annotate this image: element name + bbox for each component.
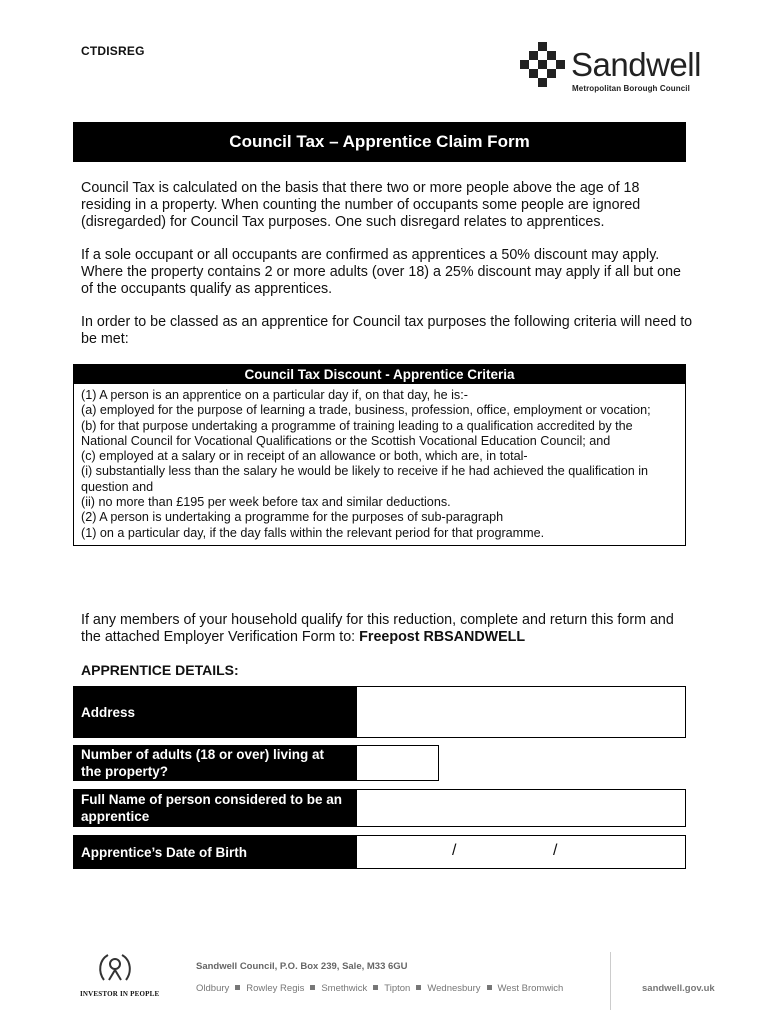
criteria-list (74, 384, 685, 545)
square-bullet-icon (487, 985, 492, 990)
apprentice-name-label: Full Name of person considered to be an apprentice (73, 789, 356, 827)
freepost-address: Freepost RBSANDWELL (359, 629, 526, 645)
form-title: Council Tax – Apprentice Claim Form (73, 122, 686, 162)
square-bullet-icon (310, 985, 315, 990)
logo-name: Sandwell (571, 46, 701, 83)
address-field[interactable] (356, 686, 686, 738)
intro-paragraph-3: In order to be classed as an apprentice for Council tax purposes the following criteria will need to be met: (81, 314, 693, 347)
investor-in-people-icon (96, 950, 134, 988)
details-heading: APPRENTICE DETAILS: (81, 662, 239, 678)
footer-website[interactable]: sandwell.gov.uk (642, 983, 715, 994)
adults-count-field[interactable] (356, 745, 439, 781)
name-row (73, 789, 686, 827)
criteria-line: (2) A person is undertaking a programme for the purposes of sub-paragraph (81, 510, 504, 525)
address-row (73, 686, 686, 738)
town: Tipton (384, 983, 411, 994)
criteria-line: (1) on a particular day, if the day falls within the relevant period for that programme. (81, 525, 545, 540)
intro-paragraph-2: If a sole occupant or all occupants are confirmed as apprentices a 50% discount may apply. Where the property contains 2 or more adults (over 18) a 25% discount may apply if all but one of the occupants qualify as apprentices. (81, 247, 681, 297)
criteria-heading: Council Tax Discount - Apprentice Criteria (74, 365, 685, 384)
criteria-line: (c) employed at a salary or in receipt of an allowance or both, which are, in total- (81, 449, 528, 464)
dob-separator: / (553, 842, 558, 859)
town: Smethwick (321, 983, 368, 994)
address-label: Address (73, 686, 356, 738)
return-text: If any members of your household qualify for this reduction, complete and return this form and the attached Employer Verification Form to: (81, 612, 674, 645)
footer-divider (610, 952, 611, 1010)
town: Wednesbury (427, 983, 481, 994)
footer-towns (196, 983, 563, 994)
form-reference: CTDISREG (81, 44, 145, 58)
return-instructions (81, 612, 693, 646)
square-bullet-icon (373, 985, 378, 990)
town: West Bromwich (497, 983, 564, 994)
criteria-line: National Council for Vocational Qualifications or the Scottish Vocational Education Council; and (81, 433, 611, 448)
apprentice-name-field[interactable] (356, 789, 686, 827)
criteria-box (73, 364, 686, 546)
adults-row (73, 745, 686, 781)
town: Oldbury (196, 983, 230, 994)
criteria-line: (a) employed for the purpose of learning a trade, business, profession, office, employment or vocation; (81, 403, 651, 418)
criteria-line: (i) substantially less than the salary he would be likely to receive if he had achieved the qualification in question and (81, 464, 649, 494)
investor-in-people-label: INVESTOR IN PEOPLE (80, 990, 160, 998)
dob-field[interactable] (356, 835, 686, 869)
dob-separator: / (452, 842, 457, 859)
dob-row (73, 835, 686, 869)
town: Rowley Regis (246, 983, 305, 994)
footer-address: Sandwell Council, P.O. Box 239, Sale, M33 6GU (196, 961, 408, 972)
criteria-line: (ii) no more than £195 per week before tax and similar deductions. (81, 495, 451, 510)
square-bullet-icon (416, 985, 421, 990)
logo-subtitle: Metropolitan Borough Council (572, 84, 690, 93)
square-bullet-icon (235, 985, 240, 990)
dob-label: Apprentice’s Date of Birth (73, 835, 356, 869)
intro-paragraph-1: Council Tax is calculated on the basis that there two or more people above the age of 18 residing in a property. When counting the number of occupants some people are ignored (disregarded) for Council Tax purposes. One such disregard relates to apprentices. (81, 180, 641, 230)
criteria-line: (1) A person is an apprentice on a particular day if, on that day, he is:- (81, 388, 468, 402)
criteria-line: (b) for that purpose undertaking a programme of training leading to a qualification accredited by the (81, 418, 633, 433)
adults-label: Number of adults (18 or over) living at the property? (73, 745, 356, 781)
